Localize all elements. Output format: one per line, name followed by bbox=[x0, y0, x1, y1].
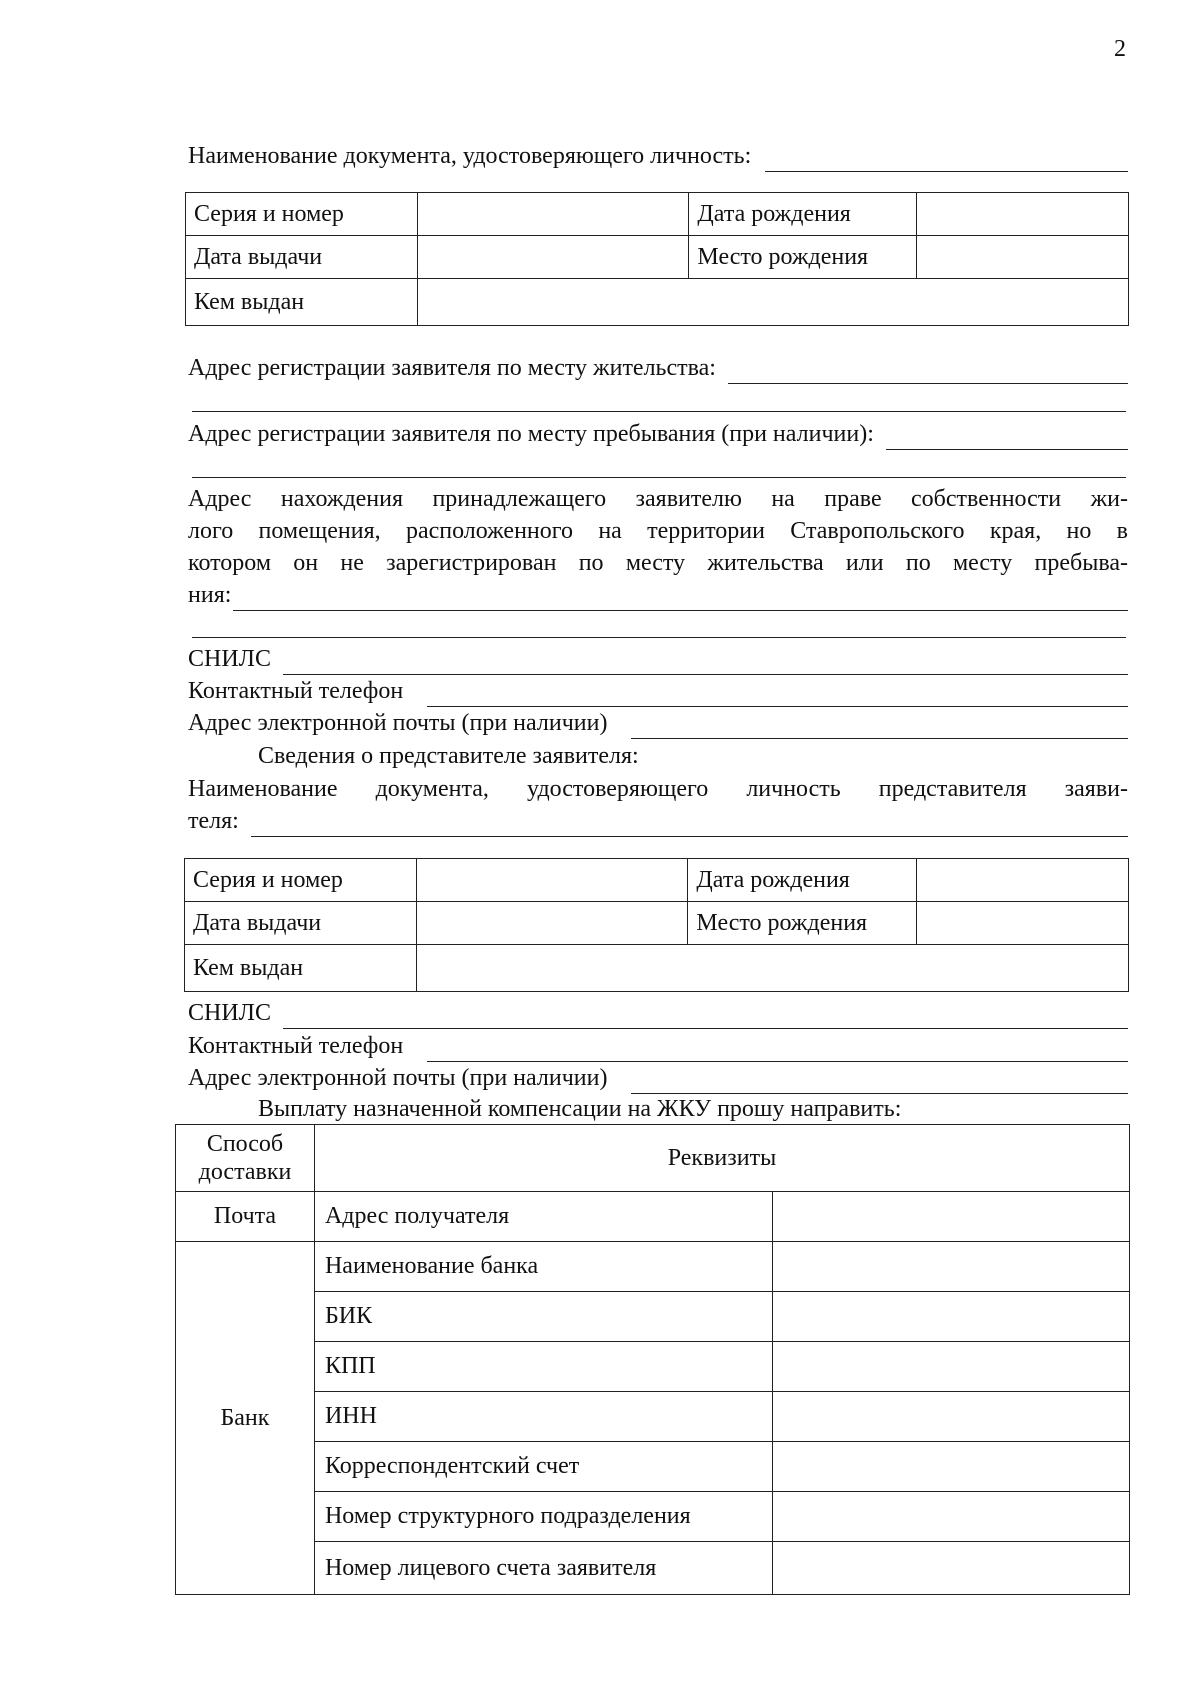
rep-email-label: Адрес электронной почты (при наличии) bbox=[188, 1065, 608, 1091]
personal-account-field[interactable] bbox=[772, 1542, 1129, 1595]
bank-name-field[interactable] bbox=[772, 1242, 1129, 1292]
rep-series-label: Серия и номер bbox=[185, 859, 417, 902]
applicant-snils-field[interactable] bbox=[283, 650, 1128, 675]
rep-birth-date-field[interactable] bbox=[917, 859, 1129, 902]
rep-snils-label: СНИЛС bbox=[188, 1000, 271, 1026]
details-header: Реквизиты bbox=[314, 1125, 1129, 1192]
property-address-tail: ния: bbox=[188, 582, 232, 608]
table-row bbox=[176, 1192, 1130, 1242]
table-row bbox=[176, 1392, 1130, 1442]
applicant-email-label: Адрес электронной почты (при наличии) bbox=[188, 710, 608, 736]
table-row bbox=[186, 236, 1129, 279]
issued-by-label: Кем выдан bbox=[186, 279, 418, 326]
rep-issued-by-label: Кем выдан bbox=[185, 945, 417, 992]
applicant-phone-label: Контактный телефон bbox=[188, 678, 404, 704]
bank-name-label: Наименование банка bbox=[314, 1242, 772, 1292]
inn-field[interactable] bbox=[772, 1392, 1129, 1442]
applicant-doc-name-row bbox=[188, 140, 1128, 172]
kpp-field[interactable] bbox=[772, 1342, 1129, 1392]
applicant-phone-row bbox=[188, 675, 1128, 707]
property-address-field-line2[interactable] bbox=[192, 637, 1126, 638]
issue-date-label: Дата выдачи bbox=[186, 236, 418, 279]
method-header-line2: доставки bbox=[198, 1159, 292, 1185]
series-field[interactable] bbox=[417, 193, 689, 236]
rep-doc-name-line2: теля: bbox=[188, 808, 239, 834]
reg-address-field[interactable] bbox=[728, 359, 1128, 384]
reg-address-field-line2[interactable] bbox=[192, 411, 1126, 412]
bank-label: Банк bbox=[176, 1242, 315, 1595]
representative-heading: Сведения о представителе заявителя: bbox=[258, 743, 639, 769]
table-row bbox=[186, 279, 1129, 326]
stay-address-field-line2[interactable] bbox=[192, 477, 1126, 478]
rep-doc-name-field[interactable] bbox=[251, 812, 1128, 837]
applicant-id-table bbox=[185, 192, 1129, 326]
applicant-email-field[interactable] bbox=[631, 714, 1128, 739]
branch-number-field[interactable] bbox=[772, 1492, 1129, 1542]
corr-account-label: Корреспондентский счет bbox=[314, 1442, 772, 1492]
rep-birth-place-label: Место рождения bbox=[688, 902, 917, 945]
personal-account-label: Номер лицевого счета заявителя bbox=[314, 1542, 772, 1595]
applicant-phone-field[interactable] bbox=[427, 682, 1128, 707]
bik-label: БИК bbox=[314, 1292, 772, 1342]
stay-address-label: Адрес регистрации заявителя по месту пребывания (при наличии): bbox=[188, 421, 874, 447]
applicant-doc-name-field[interactable] bbox=[765, 147, 1128, 172]
kpp-label: КПП bbox=[314, 1342, 772, 1392]
corr-account-field[interactable] bbox=[772, 1442, 1129, 1492]
property-address-row bbox=[188, 579, 1128, 611]
table-row bbox=[176, 1125, 1130, 1192]
rep-email-field[interactable] bbox=[631, 1069, 1128, 1094]
rep-doc-name-line1: Наименование документа, удостоверяющего личность представителя заяви- bbox=[188, 776, 1128, 802]
rep-series-field[interactable] bbox=[416, 859, 688, 902]
birth-place-field[interactable] bbox=[917, 236, 1129, 279]
rep-doc-name-row bbox=[188, 805, 1128, 837]
issue-date-field[interactable] bbox=[417, 236, 689, 279]
branch-number-label: Номер структурного подразделения bbox=[314, 1492, 772, 1542]
table-row bbox=[176, 1542, 1130, 1595]
method-header bbox=[176, 1125, 315, 1192]
bik-field[interactable] bbox=[772, 1292, 1129, 1342]
table-row bbox=[185, 902, 1129, 945]
property-address-line3: котором он не зарегистрирован по месту жительства или по месту пребыва- bbox=[188, 550, 1128, 576]
reg-address-label: Адрес регистрации заявителя по месту жительства: bbox=[188, 355, 716, 381]
table-row bbox=[176, 1242, 1130, 1292]
series-label: Серия и номер bbox=[186, 193, 418, 236]
applicant-snils-label: СНИЛС bbox=[188, 646, 271, 672]
table-row bbox=[176, 1442, 1130, 1492]
rep-email-row bbox=[188, 1062, 1128, 1094]
stay-address-row bbox=[188, 418, 1128, 450]
table-row bbox=[185, 859, 1129, 902]
inn-label: ИНН bbox=[314, 1392, 772, 1442]
rep-id-table bbox=[184, 858, 1129, 992]
property-address-field[interactable] bbox=[233, 586, 1128, 611]
post-label: Почта bbox=[176, 1192, 315, 1242]
birth-date-label: Дата рождения bbox=[689, 193, 917, 236]
applicant-snils-row bbox=[188, 643, 1128, 675]
rep-birth-date-label: Дата рождения bbox=[688, 859, 917, 902]
post-recipient-label: Адрес получателя bbox=[314, 1192, 772, 1242]
reg-address-row bbox=[188, 352, 1128, 384]
birth-place-label: Место рождения bbox=[689, 236, 917, 279]
applicant-email-row bbox=[188, 707, 1128, 739]
rep-issue-date-label: Дата выдачи bbox=[185, 902, 417, 945]
table-row bbox=[185, 945, 1129, 992]
rep-issued-by-field[interactable] bbox=[416, 945, 1128, 992]
payment-heading: Выплату назначенной компенсации на ЖКУ прошу направить: bbox=[258, 1096, 902, 1122]
rep-phone-field[interactable] bbox=[427, 1037, 1128, 1062]
rep-birth-place-field[interactable] bbox=[917, 902, 1129, 945]
page-number: 2 bbox=[1114, 36, 1126, 62]
rep-phone-label: Контактный телефон bbox=[188, 1033, 404, 1059]
stay-address-field[interactable] bbox=[886, 425, 1128, 450]
method-header-line1: Способ bbox=[206, 1131, 284, 1157]
issued-by-field[interactable] bbox=[417, 279, 1128, 326]
rep-snils-field[interactable] bbox=[283, 1004, 1128, 1029]
table-row bbox=[176, 1342, 1130, 1392]
rep-phone-row bbox=[188, 1030, 1128, 1062]
table-row bbox=[176, 1492, 1130, 1542]
rep-issue-date-field[interactable] bbox=[416, 902, 688, 945]
property-address-line2: лого помещения, расположенного на территории Ставропольского края, но в bbox=[188, 518, 1128, 544]
applicant-doc-name-label: Наименование документа, удостоверяющего личность: bbox=[188, 143, 752, 169]
property-address-line1: Адрес нахождения принадлежащего заявителю на праве собственности жи- bbox=[188, 486, 1128, 512]
birth-date-field[interactable] bbox=[917, 193, 1129, 236]
post-recipient-field[interactable] bbox=[772, 1192, 1129, 1242]
table-row bbox=[186, 193, 1129, 236]
payment-table bbox=[175, 1124, 1130, 1595]
table-row bbox=[176, 1292, 1130, 1342]
rep-snils-row bbox=[188, 997, 1128, 1029]
